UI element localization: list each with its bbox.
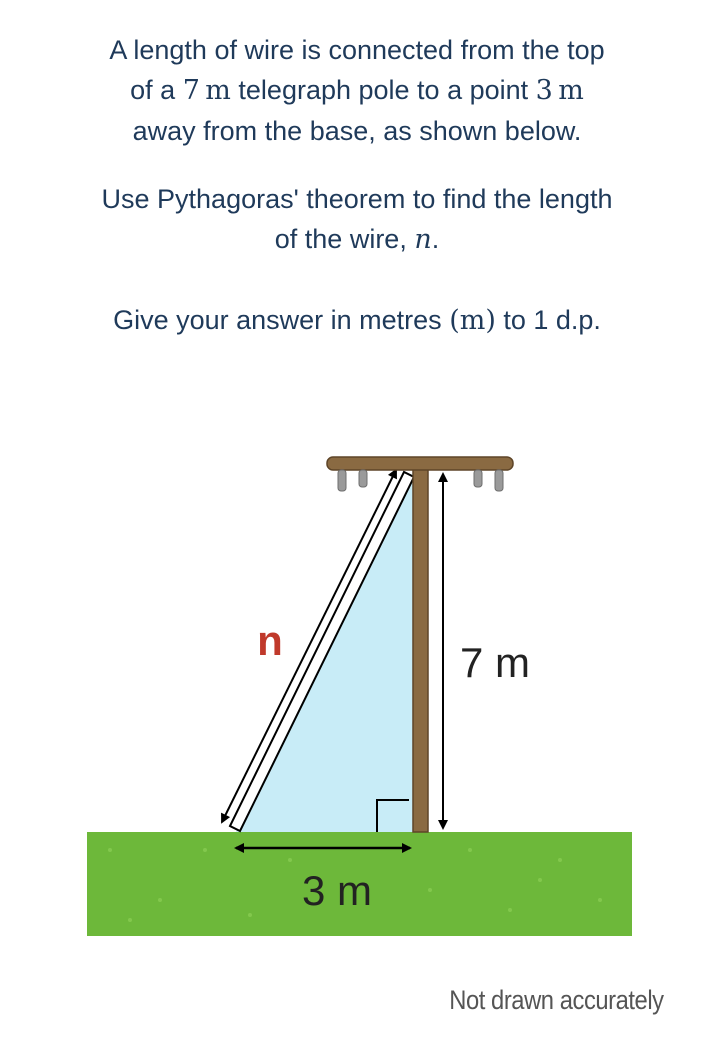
wire-label-n: n xyxy=(257,617,283,664)
question-line-3: away from the base, as shown below. xyxy=(132,116,582,146)
question-line-5: of the wire, n. xyxy=(274,224,440,255)
question-line-1: A length of wire is connected from the top xyxy=(109,35,605,65)
question-text xyxy=(0,30,714,341)
telegraph-pole xyxy=(413,468,428,832)
height-label: 7 m xyxy=(460,639,531,686)
question-line-6: Give your answer in metres (m) to 1 d.p. xyxy=(113,305,601,336)
question-line-2: of a 7 m telegraph pole to a point 3 m xyxy=(130,75,584,106)
base-label: 3 m xyxy=(301,867,373,914)
question-line-4: Use Pythagoras' theorem to find the length xyxy=(101,184,613,214)
pythagoras-diagram xyxy=(0,440,714,1038)
not-drawn-accurately-note: Not drawn accurately xyxy=(449,985,664,1015)
pole-crossbar xyxy=(327,457,513,470)
